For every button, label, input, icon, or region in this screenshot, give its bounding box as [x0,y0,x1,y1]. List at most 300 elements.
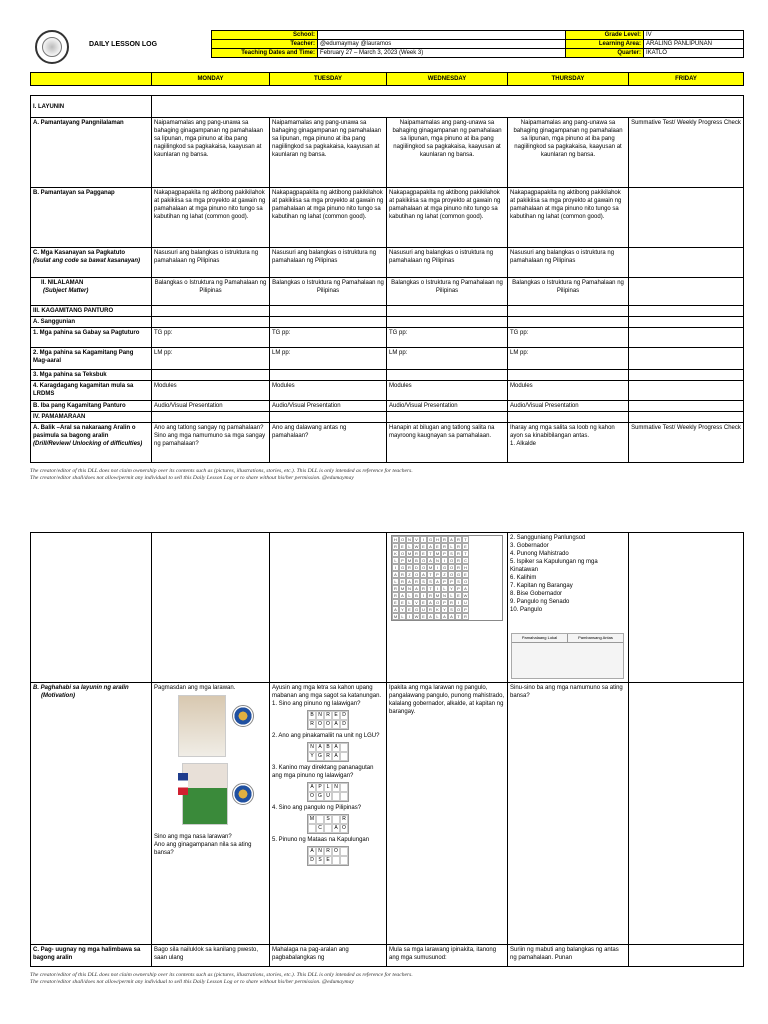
word-search-letter: A [427,557,434,564]
word-search-letter: Y [441,606,448,613]
word-search-letter: T [427,585,434,592]
nilalaman-mon: Balangkas o Istruktura ng Pamahalaan ng Pilipinas [152,278,270,306]
word-search-letter: G [428,537,433,542]
word-search-letter: M [393,614,398,619]
ugnayan-thu: Suriin ng mabuti ang balangkas ng antas ng pamahalaan. Punan [508,945,629,967]
tue-q2: 2. Ano ang pinakamaliit na unit ng LGU? [272,733,380,739]
pangnilalaman-thu: Naipamamalas ang pang-unawa sa bahaging ginagampanan ng pamahalaan sa lipunan, mga pinuno at iba pang nagiilingkod sa pagkakaisa, kaayusan at kaunlaran ng bansa. [508,118,629,188]
nilalaman-sub: (Subject Matter) [43,288,89,294]
word-search-letter: O [449,572,454,577]
word-search-letter: O [421,558,426,563]
paghahabi-thu: Sinu-sino ba ang mga namumuno sa ating bansa? [508,683,629,945]
word-search-letter: A [448,613,455,620]
word-search-letter: A [427,613,434,620]
tue-q5: 5. Pinuno ng Mataas na Kapulungan [272,837,370,843]
puzzle-letter: R [324,711,332,720]
dates-value: February 27 – March 3, 2023 (Week 3) [318,49,566,58]
word-search-letter: K [434,606,441,613]
puzzle-letter: R [324,752,332,761]
word-search-letter: L [406,592,413,599]
av-wed: Audio/Visual Presentation [387,401,508,412]
word-search-letter: S [420,578,427,585]
word-search-letter: R [427,606,434,613]
word-search-letter: R [441,543,448,550]
word-search-letter: E [399,543,406,550]
kasanayan-sub: (Isulat ang code sa bawat kasanayan) [33,258,141,264]
gabay-tue: TG pp: [270,328,387,348]
lesson-table-page2 [30,532,744,967]
blank-cell [629,381,744,401]
word-search-letter: A [413,585,420,592]
puzzle-letter [340,856,348,865]
sorting-chart [511,633,624,679]
word-search-letter: I [434,564,441,571]
day-wednesday: WEDNESDAY [387,73,508,86]
puzzle-letter [340,752,348,761]
word-search-letter: H [434,536,441,543]
word-search-letter: R [413,550,420,557]
teacher-label: Teacher: [212,40,318,49]
word-search-letter: R [427,592,434,599]
deped-seal-logo [35,30,69,64]
word-search-letter: P [434,571,441,578]
word-search-letter: W [414,614,419,619]
word-search-letter: I [420,592,427,599]
blank-cell [508,370,629,381]
word-search-letter: L [392,557,399,564]
disclaimer-line1: The creator/editor of this DLL does not claim ownership over its contents such as (pictures, illustrations, stories, etc.). This DLL is only intended as reference for teachers. [30,972,413,978]
iba-label: B. Iba pang Kagamitang Panturo [31,401,152,412]
lm-mon: LM pp: [152,348,270,370]
thu-position-list [510,534,626,614]
word-search-letter: R [455,550,462,557]
word-search-letter: R [462,613,469,620]
modules-mon: Modules [152,381,270,401]
word-search-letter: L [448,592,455,599]
disclaimer-line2: The creator/editor shall/does not allow/permit any individual to sell this Daily Lesson Log or to share without his/her permission. @edumaymay [30,979,354,985]
word-search-letter: B [413,592,420,599]
word-search-letter: E [406,606,413,613]
word-search-letter: G [456,572,461,577]
word-search-letter: O [435,600,440,605]
modules-tue: Modules [270,381,387,401]
word-search-letter: P [441,550,448,557]
word-search-letter: A [434,578,441,585]
puzzle-letter: D [340,711,348,720]
blank-cell [629,945,744,967]
grade-value: IV [644,31,744,40]
word-search-letter: K [392,550,399,557]
puzzle-box-3 [307,782,349,802]
blank-cell [387,317,508,328]
kasanayan-mon: Nasusuri ang balangkas o istruktura ng pamahalaan ng Pilipinas [152,248,270,278]
word-search-letter: I [406,613,413,620]
word-search-letter: W [463,593,468,598]
word-search-letter: N [434,557,441,564]
ugnayan-mon: Bago sila nailuklok sa kanilang pwesto, saan ulang [152,945,270,967]
word-search-letter: E [462,543,469,550]
puzzle-letter: C [316,824,324,833]
puzzle-letter: U [324,792,332,801]
word-search-letter: R [455,564,462,571]
marcos-photo [178,695,226,757]
balik-fri: Summative Test/ Weekly Progress Check [629,423,744,463]
blank-cell [629,348,744,370]
tue-intro: Ayusin ang mga letra sa kahon upang mabanan ang mga sagot sa katanungan. [272,685,382,699]
puzzle-letter: N [308,743,316,752]
blank-cell [270,306,387,317]
word-search-letter: W [414,544,419,549]
puzzle-letter: A [332,752,340,761]
day-blank [31,73,152,86]
word-search-letter: A [441,613,448,620]
puzzle-letter: O [340,824,348,833]
word-search-letter: P [399,557,406,564]
blank-cell [387,412,508,423]
lm-tue: LM pp: [270,348,387,370]
balik-sub: (Drill/Review/ Unlocking of difficulties) [33,441,143,447]
puzzle-letter [340,847,348,856]
paghahabi-label-cell [31,683,152,945]
puzzle-letter: O [316,720,324,729]
blank-cell [629,683,744,945]
word-search-letter: U [420,606,427,613]
puzzle-letter [340,743,348,752]
blank-cell [152,306,270,317]
disclaimer-line1: The creator/editor of this DLL does not claim ownership over its contents such as (pictures, illustrations, stories, etc.). This DLL is only intended as reference for teachers. [30,468,413,474]
nilalaman-fri [629,278,744,306]
puzzle-letter: D [340,720,348,729]
word-search-letter: S [448,550,455,557]
puzzle-letter: A [316,743,324,752]
nilalaman-tue: Balangkas o Istruktura ng Pamahalaan ng Pilipinas [270,278,387,306]
puzzle-box-2 [307,742,349,762]
kasanayan-wed: Nasusuri ang balangkas o istruktura ng pamahalaan ng Pilipinas [387,248,508,278]
nilalaman-label: II. NILALAMAN [41,280,84,286]
kagamitang-pang-label: 2. Mga pahina sa Kagamitang Pang Mag-aaral [31,348,152,370]
puzzle-box-5 [307,846,349,866]
thu-list-item: 10. Pangulo [510,607,543,613]
thu-list-item: 9. Pangulo ng Senado [510,599,570,605]
gabay-thu: TG pp: [508,328,629,348]
quarter-value: IKATLO [644,49,744,58]
word-search-letter: T [427,550,434,557]
disclaimer-1 [30,468,743,482]
puzzle-letter: L [324,783,332,792]
av-thu: Audio/Visual Presentation [508,401,629,412]
word-search-letter: P [441,578,448,585]
puzzle-letter: O [324,720,332,729]
blank-cell [629,533,744,683]
nilalaman-wed: Balangkas o Istruktura ng Pamahalaan ng Pilipinas [387,278,508,306]
paghahabi-tue [270,683,387,945]
pangnilalaman-tue: Naipamamalas ang pang-unawa sa bahaging ginagampanan ng pamahalaan sa lipunan, mga pinuno at iba pang nagiilingkod sa pagkakaisa, kaayusan at kaunlaran ng bansa. [270,118,387,188]
av-tue: Audio/Visual Presentation [270,401,387,412]
word-search-letter: O [421,565,426,570]
word-search-letter: I [434,585,441,592]
pagganap-mon: Nakapagpapakita ng aktibong pakikilahok at pakikiisa sa mga proyekto at gawain ng pamahalaan at mga pinuno nito tungo sa kabutihan ng lahat (common good). [152,188,270,248]
word-search-letter: L [392,578,399,585]
day-friday: FRIDAY [629,73,744,86]
thu-list-item: 3. Gobernador [510,543,549,549]
word-search-letter: L [441,585,448,592]
word-search-letter: N [441,592,448,599]
word-search-letter: E [399,599,406,606]
blank-cell [387,370,508,381]
word-search-letter: L [406,599,413,606]
balik-label-cell [31,423,152,463]
word-search-letter: R [441,536,448,543]
word-search-letter: O [449,558,454,563]
thu-list-item: 5. Ispiker sa Kapulungan ng mga Kinatawan [510,559,598,573]
school-label: School: [212,31,318,40]
word-search-letter: R [413,578,420,585]
word-search-letter: L [399,613,406,620]
word-search-letter: A [406,578,413,585]
word-search-letter: I [392,564,399,571]
puzzle-letter [340,783,348,792]
layunin-blank [152,96,744,118]
word-search-letter: M [407,558,412,563]
modules-thu: Modules [508,381,629,401]
word-search-letter: D [413,564,420,571]
puzzle-letter: G [316,752,324,761]
puzzle-box-1 [307,710,349,730]
puzzle-letter [308,824,316,833]
word-search-letter: R [392,585,399,592]
word-search-letter: P [462,606,469,613]
word-search-letter: H [392,536,399,543]
word-search-letter: A [392,606,399,613]
word-search-letter: L [434,613,441,620]
puzzle-letter: S [324,815,332,824]
dates-label: Teaching Dates and Time: [212,49,318,58]
puzzle-letter: S [316,856,324,865]
philippine-flag [178,773,188,795]
paghahabi-wed: Ipakita ang mga larawan ng pangulo, pangalawang pangulo, punong mahistrado, kalalang gobernador, alkalde, at kapitan ng barangay. [387,683,508,945]
puzzle-letter: O [308,792,316,801]
ugnayan-tue: Mahalaga na pag-aralan ang pagbabalangkas ng [270,945,387,967]
puzzle-letter: O [332,847,340,856]
blank-cell [152,370,270,381]
balik-label: A. Balik –Aral sa nakaraang Aralin o pasimula sa bagong aralin [33,425,136,439]
word-search-letter: S [455,578,462,585]
word-search-letter: E [434,543,441,550]
school-value [318,31,566,40]
puzzle-letter: R [324,847,332,856]
blank-cell [152,533,270,683]
puzzle-letter [332,856,340,865]
teacher-value: @edumaymay @lauramos [318,40,566,49]
word-search-letter: I [420,536,427,543]
word-search-letter: A [448,536,455,543]
disclaimer-line2: The creator/editor shall/does not allow/permit any individual to sell this Daily Lesson Log or to share without his/her permission. @edumaymay [30,475,354,481]
word-search-letter: O [463,579,468,584]
pagganap-tue: Nakapagpapakita ng aktibong pakikilahok at pakikiisa sa mga proyekto at gawain ng pamahalaan at mga pinuno nito tungo sa kabutihan ng lahat (common good). [270,188,387,248]
pagganap-thu: Nakapagpapakita ng aktibong pakikilahok at pakikiisa sa mga proyekto at gawain ng pamahalaan at mga pinuno nito tungo sa kabutihan ng lahat (common good). [508,188,629,248]
day-monday: MONDAY [152,73,270,86]
puzzle-letter [324,824,332,833]
sort-col-local: Pamahalaang Lokal [512,634,568,642]
word-search-letter: E [420,599,427,606]
word-search-letter: T [455,613,462,620]
word-search-letter: R [455,536,462,543]
modules-wed: Modules [387,381,508,401]
pagganap-wed: Nakapagpapakita ng aktibong pakikilahok at pakikiisa sa mga proyekto at gawain ng pamahalaan at mga pinuno nito tungo sa kabutihan ng lahat (common good). [387,188,508,248]
blank-cell [629,328,744,348]
grade-label: Grade Level: [566,31,644,40]
tue-q3: 3. Kanino may direktang pananagutan ang mga pinuno ng lalawigan? [272,765,374,779]
tue-q4: 4. Sino ang pangulo ng Pilipinas? [272,805,362,811]
nilalaman-label-cell [31,278,152,306]
day-tuesday: TUESDAY [270,73,387,86]
puzzle-letter: E [324,856,332,865]
nilalaman-thu: Balangkas o Istruktura ng Pamahalaan ng Pilipinas [508,278,629,306]
puzzle-box-4 [307,814,349,834]
blank-cell [270,370,387,381]
word-search-letter: C [462,557,469,564]
day-thursday: THURSDAY [508,73,629,86]
blank-cell [508,306,629,317]
word-search-letter: R [420,585,427,592]
duterte-photo [182,763,228,825]
document-title: DAILY LESSON LOG [89,41,158,48]
header-info-table [211,30,744,58]
word-search-letter: Z [406,571,413,578]
word-search-letter: A [427,599,434,606]
puzzle-letter: B [324,743,332,752]
word-search-letter: R [399,578,406,585]
teksbuk-label: 3. Mga pahina sa Teksbuk [31,370,152,381]
puzzle-letter [316,815,324,824]
word-search-letter: M [407,551,412,556]
word-search-letter: P [448,578,455,585]
word-search-letter: U [462,599,469,606]
puzzle-letter: R [308,720,316,729]
word-search-letter: Z [441,571,448,578]
word-search-letter: T [462,536,469,543]
blank-cell [270,412,387,423]
kasanayan-label-cell [31,248,152,278]
puzzle-letter: A [308,847,316,856]
disclaimer-2 [30,972,743,986]
av-mon: Audio/Visual Presentation [152,401,270,412]
word-search-letter: L [406,543,413,550]
word-search-letter: I [441,557,448,564]
word-search-letter: A [392,571,399,578]
gabay-mon: TG pp: [152,328,270,348]
word-search-letter: R [392,592,399,599]
word-search-letter: B [413,557,420,564]
puzzle-letter: A [332,743,340,752]
pagganap-label: B. Pamantayan sa Pagganap [31,188,152,248]
word-search-letter: M [400,586,405,591]
word-search-letter: O [414,572,419,577]
pamamaraan-heading: IV. PAMAMARAAN [31,412,152,423]
puzzle-letter: E [332,711,340,720]
puzzle-letter: M [309,816,315,822]
word-search-letter: M [428,565,433,570]
blank-cell [152,412,270,423]
word-search-letter: V [413,536,420,543]
gabay-wed: TG pp: [387,328,508,348]
word-search-letter: S [427,578,434,585]
blank-cell [629,401,744,412]
area-label: Learning Area: [566,40,644,49]
balik-wed: Hanapin at bilugan ang tatlong salita na mayroong kaugnayan sa pamahalaan. [387,423,508,463]
paghahabi-mon [152,683,270,945]
word-search-letter: M [435,551,440,556]
puzzle-letter: Y [308,752,316,761]
word-search-letter: E [420,613,427,620]
ugnayan-wed: Mula sa mga larawang ipinakita, itanong ang mga sumusunod: [387,945,508,967]
word-search-letter: R [448,599,455,606]
word-search-letter: N [406,585,413,592]
word-search-letter: G [400,565,405,570]
word-search-letter: T [462,550,469,557]
kasanayan-tue: Nasusuri ang balangkas o istruktura ng pamahalaan ng Pilipinas [270,248,387,278]
blank-cell [387,306,508,317]
ugnayan-label: C. Pag- uugnay ng mga halimbawa sa bagong aralin [31,945,152,967]
mon-question: Sino ang mga nasa larawan? Ano ang ginagampanan nila sa ating bansa? [154,834,252,856]
word-search-letter: A [399,592,406,599]
blank-cell [152,317,270,328]
puzzle-letter: R [340,815,348,824]
kagamitang-heading: III. KAGAMITANG PANTURO [31,306,152,317]
quarter-label: Quarter: [566,49,644,58]
word-search-letter: Y [448,585,455,592]
blank-cell [629,412,744,423]
word-search-letter: S [448,606,455,613]
blank-cell [31,533,152,683]
word-search-letter: P [441,599,448,606]
pangnilalaman-fri: Summative Test/ Weekly Progress Check [629,118,744,188]
sort-col-national: Pambansang Antas [578,635,613,640]
word-search-letter: P [455,585,462,592]
puzzle-letter: N [332,783,340,792]
word-search-letter: H [462,564,469,571]
word-search-letter: O [400,537,405,542]
word-search-letter: T [427,571,434,578]
word-search-letter: R [392,543,399,550]
pangnilalaman-label: A. Pamantayang Pangnilalaman [31,118,152,188]
mon-intro: Pagmasdan ang mga larawan. [154,685,236,691]
word-search-letter: A [462,585,469,592]
paghahabi-sub: (Motivation) [41,693,75,699]
area-value: ARALING PANLIPUNAN [644,40,744,49]
word-search-letter: E [462,571,469,578]
presidential-seal [232,705,254,727]
puzzle-letter: A [332,824,340,833]
tue-q1: 1. Sino ang pinuno ng lalawigan? [272,701,361,707]
puzzle-letter [340,792,348,801]
wordsearch-cell [387,533,508,683]
thu-list-item: 4. Punong Mahistrado [510,551,569,557]
word-search-letter: O [456,607,461,612]
word-search-letter: R [406,564,413,571]
word-search-letter: G [442,565,447,570]
puzzle-letter: A [332,720,340,729]
pangnilalaman-wed: Naipamamalas ang pang-unawa sa bahaging ginagampanan ng pamahalaan sa lipunan, mga pinuno at iba pang nagiilingkod sa pagkakaisa, kaayusan at kaunlaran ng bansa. [387,118,508,188]
word-search-letter: L [448,543,455,550]
blank-cell [270,317,387,328]
pagganap-fri [629,188,744,248]
word-search-letter: Y [399,606,406,613]
word-search-letter: A [427,543,434,550]
paghahabi-label: B. Paghahabi sa layunin ng aralin [33,685,129,691]
sanggunian-heading: A. Sanggunian [31,317,152,328]
gabay-label: 1. Mga pahina sa Gabay sa Pagtuturo [31,328,152,348]
